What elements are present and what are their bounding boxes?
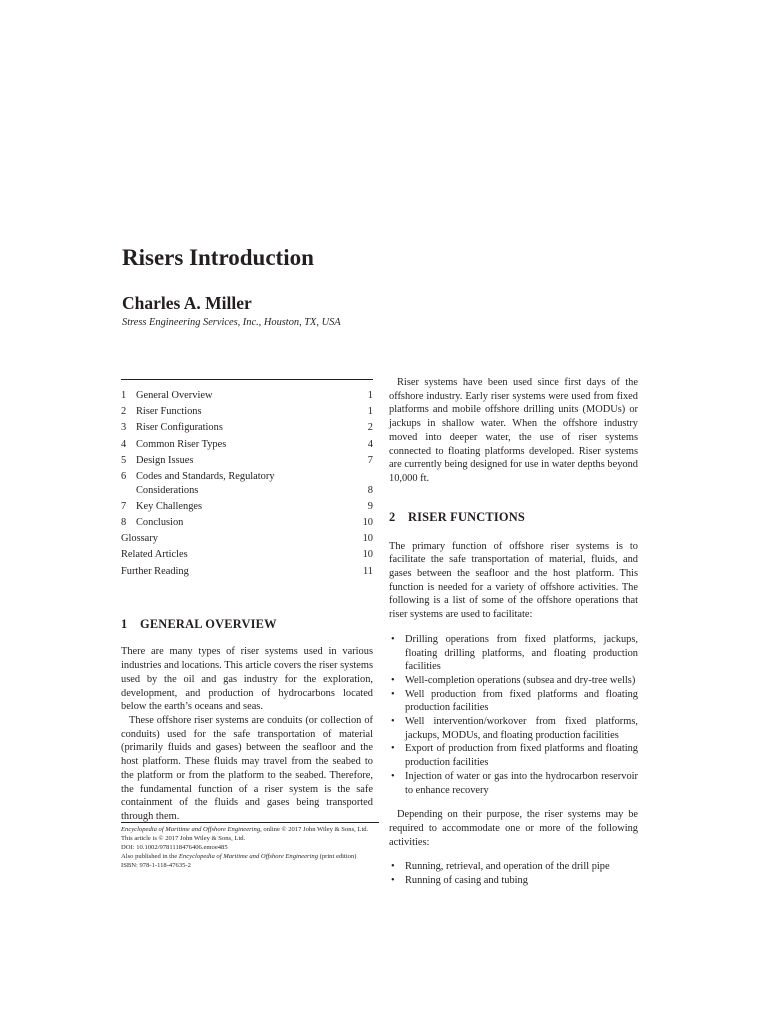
- bullet-glyph: •: [391, 743, 395, 755]
- toc-entry-page: 10: [362, 533, 373, 545]
- toc-entry-title: Glossary: [121, 533, 158, 545]
- bullet-glyph: •: [391, 716, 395, 728]
- toc-entry-title: Related Articles: [121, 549, 188, 561]
- section-heading-riser-functions: [389, 510, 638, 525]
- list-item: [389, 770, 638, 797]
- toc-entry-page: 10: [362, 517, 373, 529]
- list-item: [389, 715, 638, 742]
- list-item-text: Well intervention/workover from fixed platforms, jackups, MODUs, and floating production facilities: [405, 716, 638, 741]
- toc-entry[interactable]: [121, 532, 373, 546]
- toc-entry-page: 10: [362, 549, 373, 561]
- list-item-text: Injection of water or gas into the hydrocarbon reservoir to enhance recovery: [405, 770, 638, 796]
- bullet-list: [389, 860, 638, 887]
- toc-entry-page: 11: [362, 565, 373, 577]
- toc-entry-number: 7: [121, 500, 127, 512]
- bullet-list: [389, 633, 638, 797]
- footnote-journal-title: Encyclopedia of Maritime and Offshore Engineering: [178, 852, 319, 860]
- paragraph: The primary function of offshore riser systems is to facilitate the safe transportation of material, fluids, and gases between the seafloor and the host platform. This function is needed for a variety of offshore activities. The following is a list of some of the offshore operations that riser systems are used to facilitate:: [389, 540, 638, 621]
- bullet-glyph: •: [391, 688, 395, 700]
- section-number: 1: [121, 617, 128, 632]
- toc-entry-title: Design Issues: [136, 454, 194, 466]
- toc-entry-title: Codes and Standards, Regulatory Considerations: [136, 470, 275, 496]
- list-item: [389, 674, 638, 688]
- toc-entry-page: 7: [367, 454, 373, 466]
- toc-entry-number: 6: [121, 470, 127, 482]
- toc-entry[interactable]: [121, 470, 373, 498]
- toc-entry-page: 2: [367, 422, 373, 434]
- toc-entry-number: 3: [121, 422, 127, 434]
- toc-entry-page: 9: [367, 500, 373, 512]
- footnote: [121, 822, 379, 871]
- toc-entry[interactable]: [121, 405, 373, 419]
- toc-entry[interactable]: [121, 500, 373, 514]
- bullet-glyph: •: [391, 770, 395, 782]
- toc-entry-title: Further Reading: [121, 565, 189, 577]
- list-item-text: Export of production from fixed platforms and floating production facilities: [405, 743, 638, 769]
- toc-entry-title: Common Riser Types: [136, 438, 227, 450]
- paragraph: These offshore riser systems are conduits (or collection of conduits) used for the safe transportation of material (primarily fluids and gases) between the seafloor and the host platform. These fluids may travel from the seabed to the platform or from the platform to the seabed. Therefore, the fundamental function of a riser system is the safe containment of the fluids and gases being transported through them.: [121, 714, 373, 822]
- bullet-glyph: •: [391, 633, 395, 645]
- list-item-text: Running, retrieval, and operation of the drill pipe: [405, 861, 610, 873]
- footnote-text: Also published in the: [121, 852, 179, 860]
- footnote-doi: DOI: 10.1002/9781118476406.emoe485: [121, 843, 228, 851]
- section-title: GENERAL OVERVIEW: [140, 617, 277, 632]
- toc-entry-number: 5: [121, 454, 127, 466]
- toc-entry-number: 8: [121, 517, 127, 529]
- toc-entry[interactable]: [121, 565, 373, 579]
- toc-entry-page: 8: [367, 484, 373, 496]
- bullet-glyph: •: [391, 674, 395, 686]
- toc-entry[interactable]: [121, 389, 373, 403]
- general-overview-text: [121, 645, 373, 823]
- toc-entry-title: Key Challenges: [136, 500, 203, 512]
- footnote-journal-title: Encyclopedia of Maritime and Offshore Engineering: [121, 826, 261, 833]
- toc-entry-number: 2: [121, 406, 127, 418]
- toc-entry-page: 1: [367, 406, 373, 418]
- list-item-text: Drilling operations from fixed platforms, jackups, floating drilling platforms, and floating production facilities: [405, 633, 638, 673]
- toc-entry-number: 4: [121, 438, 127, 450]
- list-item: [389, 633, 638, 674]
- author-affiliation: Stress Engineering Services, Inc., Houston, TX, USA: [122, 317, 341, 328]
- section-title: RISER FUNCTIONS: [408, 509, 525, 524]
- list-item: [389, 860, 638, 874]
- toc-entry-title: Conclusion: [136, 517, 184, 529]
- list-item-text: Well production from fixed platforms and floating production facilities: [405, 688, 638, 714]
- intro-paragraph: Riser systems have been used since first days of the offshore industry. Early riser systems were used from fixed platforms and mobile offshore drilling units (MODUs) or jackups in shallow water. When the offshore industry moved into deeper water, the use of riser systems connected to floating platforms developed. Riser systems are currently being designed for use in water depths beyond 10,000 ft.: [389, 377, 638, 484]
- article-title: Risers Introduction: [122, 245, 314, 270]
- list-item-text: Running of casing and tubing: [405, 875, 528, 887]
- table-of-contents: [121, 389, 373, 578]
- list-item-text: Well-completion operations (subsea and dry-tree wells): [405, 674, 636, 686]
- toc-entry-page: 4: [367, 438, 373, 450]
- toc-entry-title: General Overview: [136, 390, 213, 401]
- bullet-glyph: •: [391, 861, 395, 873]
- toc-entry[interactable]: [121, 516, 373, 530]
- toc-entry[interactable]: [121, 454, 373, 468]
- toc-entry-number: 1: [121, 390, 127, 401]
- toc-top-rule: [121, 379, 373, 380]
- list-item: [389, 688, 638, 715]
- toc-entry[interactable]: [121, 438, 373, 452]
- bullet-glyph: •: [391, 875, 395, 887]
- paragraph: There are many types of riser systems used in various industries and locations. This article covers the riser systems used by the oil and gas industry for the exploration, development, and production of hydrocarbons located below the earth’s oceans and seas.: [121, 646, 373, 713]
- left-column: [121, 370, 373, 824]
- toc-entry-title: Riser Configurations: [136, 422, 223, 434]
- toc-entry-title: Riser Functions: [136, 406, 202, 418]
- right-column: [389, 376, 638, 888]
- toc-entry[interactable]: [121, 548, 373, 562]
- list-item: [389, 874, 638, 888]
- footnote-text: (print edition): [318, 852, 357, 860]
- paragraph: Depending on their purpose, the riser systems may be required to accommodate one or more of the following activities:: [389, 809, 638, 848]
- list-item: [389, 742, 638, 769]
- section-number: 2: [389, 509, 396, 524]
- footnote-text: , online © 2017 John Wiley & Sons, Ltd.: [260, 826, 369, 833]
- author-name: Charles A. Miller: [122, 293, 252, 313]
- footnote-isbn: ISBN: 978-1-118-47635-2: [121, 861, 191, 869]
- toc-entry[interactable]: [121, 421, 373, 435]
- footnote-copyright: This article is © 2017 John Wiley & Sons, Ltd.: [121, 834, 246, 842]
- section-heading-general-overview: [121, 617, 373, 632]
- toc-entry-page: 1: [367, 390, 373, 401]
